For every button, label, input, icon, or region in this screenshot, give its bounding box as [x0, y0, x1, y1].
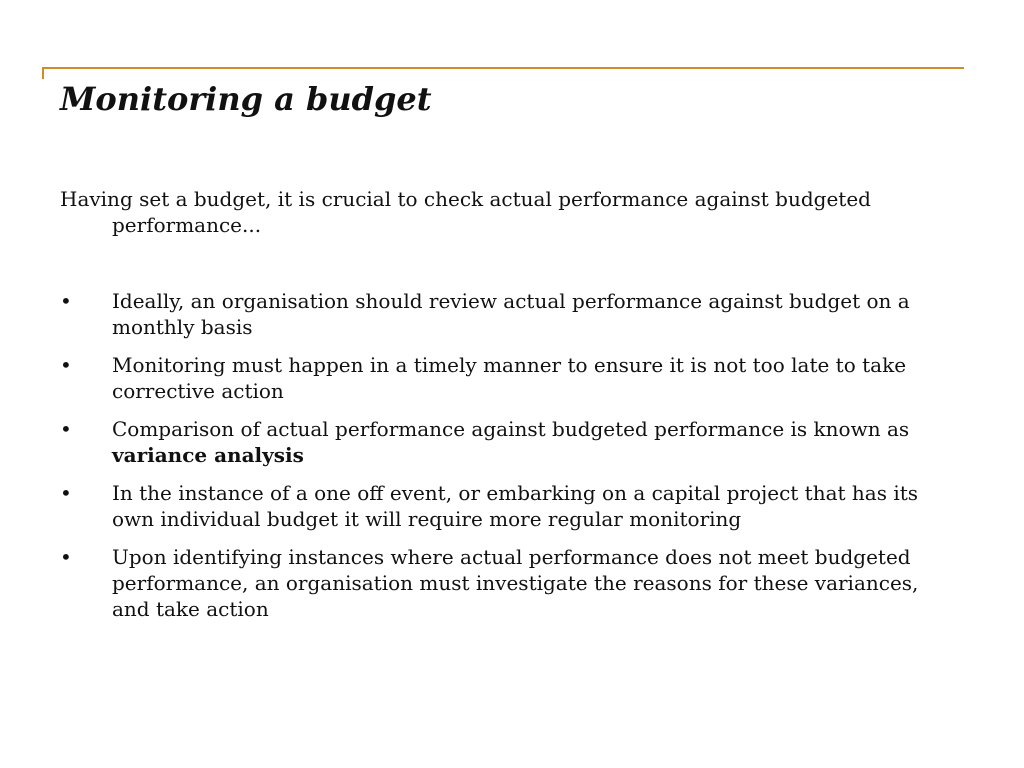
bullet-text: In the instance of a one off event, or embarking on a capital project that has its own individual budget it will require more regular monitoring [112, 481, 919, 531]
bullet-item [60, 352, 940, 404]
bullet-item [60, 480, 940, 532]
bullet-icon: • [60, 289, 72, 313]
slide-top-rule [42, 67, 964, 69]
bullet-list [60, 288, 940, 622]
bullet-text: Ideally, an organisation should review actual performance against budget on a monthly basis [112, 289, 910, 339]
slide-title: Monitoring a budget [60, 80, 432, 118]
bullet-text: Comparison of actual performance against budgeted performance is known as [112, 417, 910, 441]
bullet-icon: • [60, 417, 72, 441]
bullet-icon: • [60, 353, 72, 377]
slide-corner-mark [42, 67, 44, 79]
bullet-icon: • [60, 481, 72, 505]
bullet-text: Monitoring must happen in a timely manner to ensure it is not too late to take corrective action [112, 353, 907, 403]
bullet-item [60, 416, 940, 468]
bullet-item [60, 544, 940, 622]
bold-term: variance analysis [112, 443, 304, 467]
bullet-item [60, 288, 940, 340]
intro-paragraph: Having set a budget, it is crucial to check actual performance against budgeted performance... [60, 187, 871, 237]
bullet-icon: • [60, 545, 72, 569]
slide-body [60, 186, 940, 634]
bullet-text: Upon identifying instances where actual performance does not meet budgeted performance, an organisation must investigate the reasons for these variances, and take action [112, 545, 919, 621]
